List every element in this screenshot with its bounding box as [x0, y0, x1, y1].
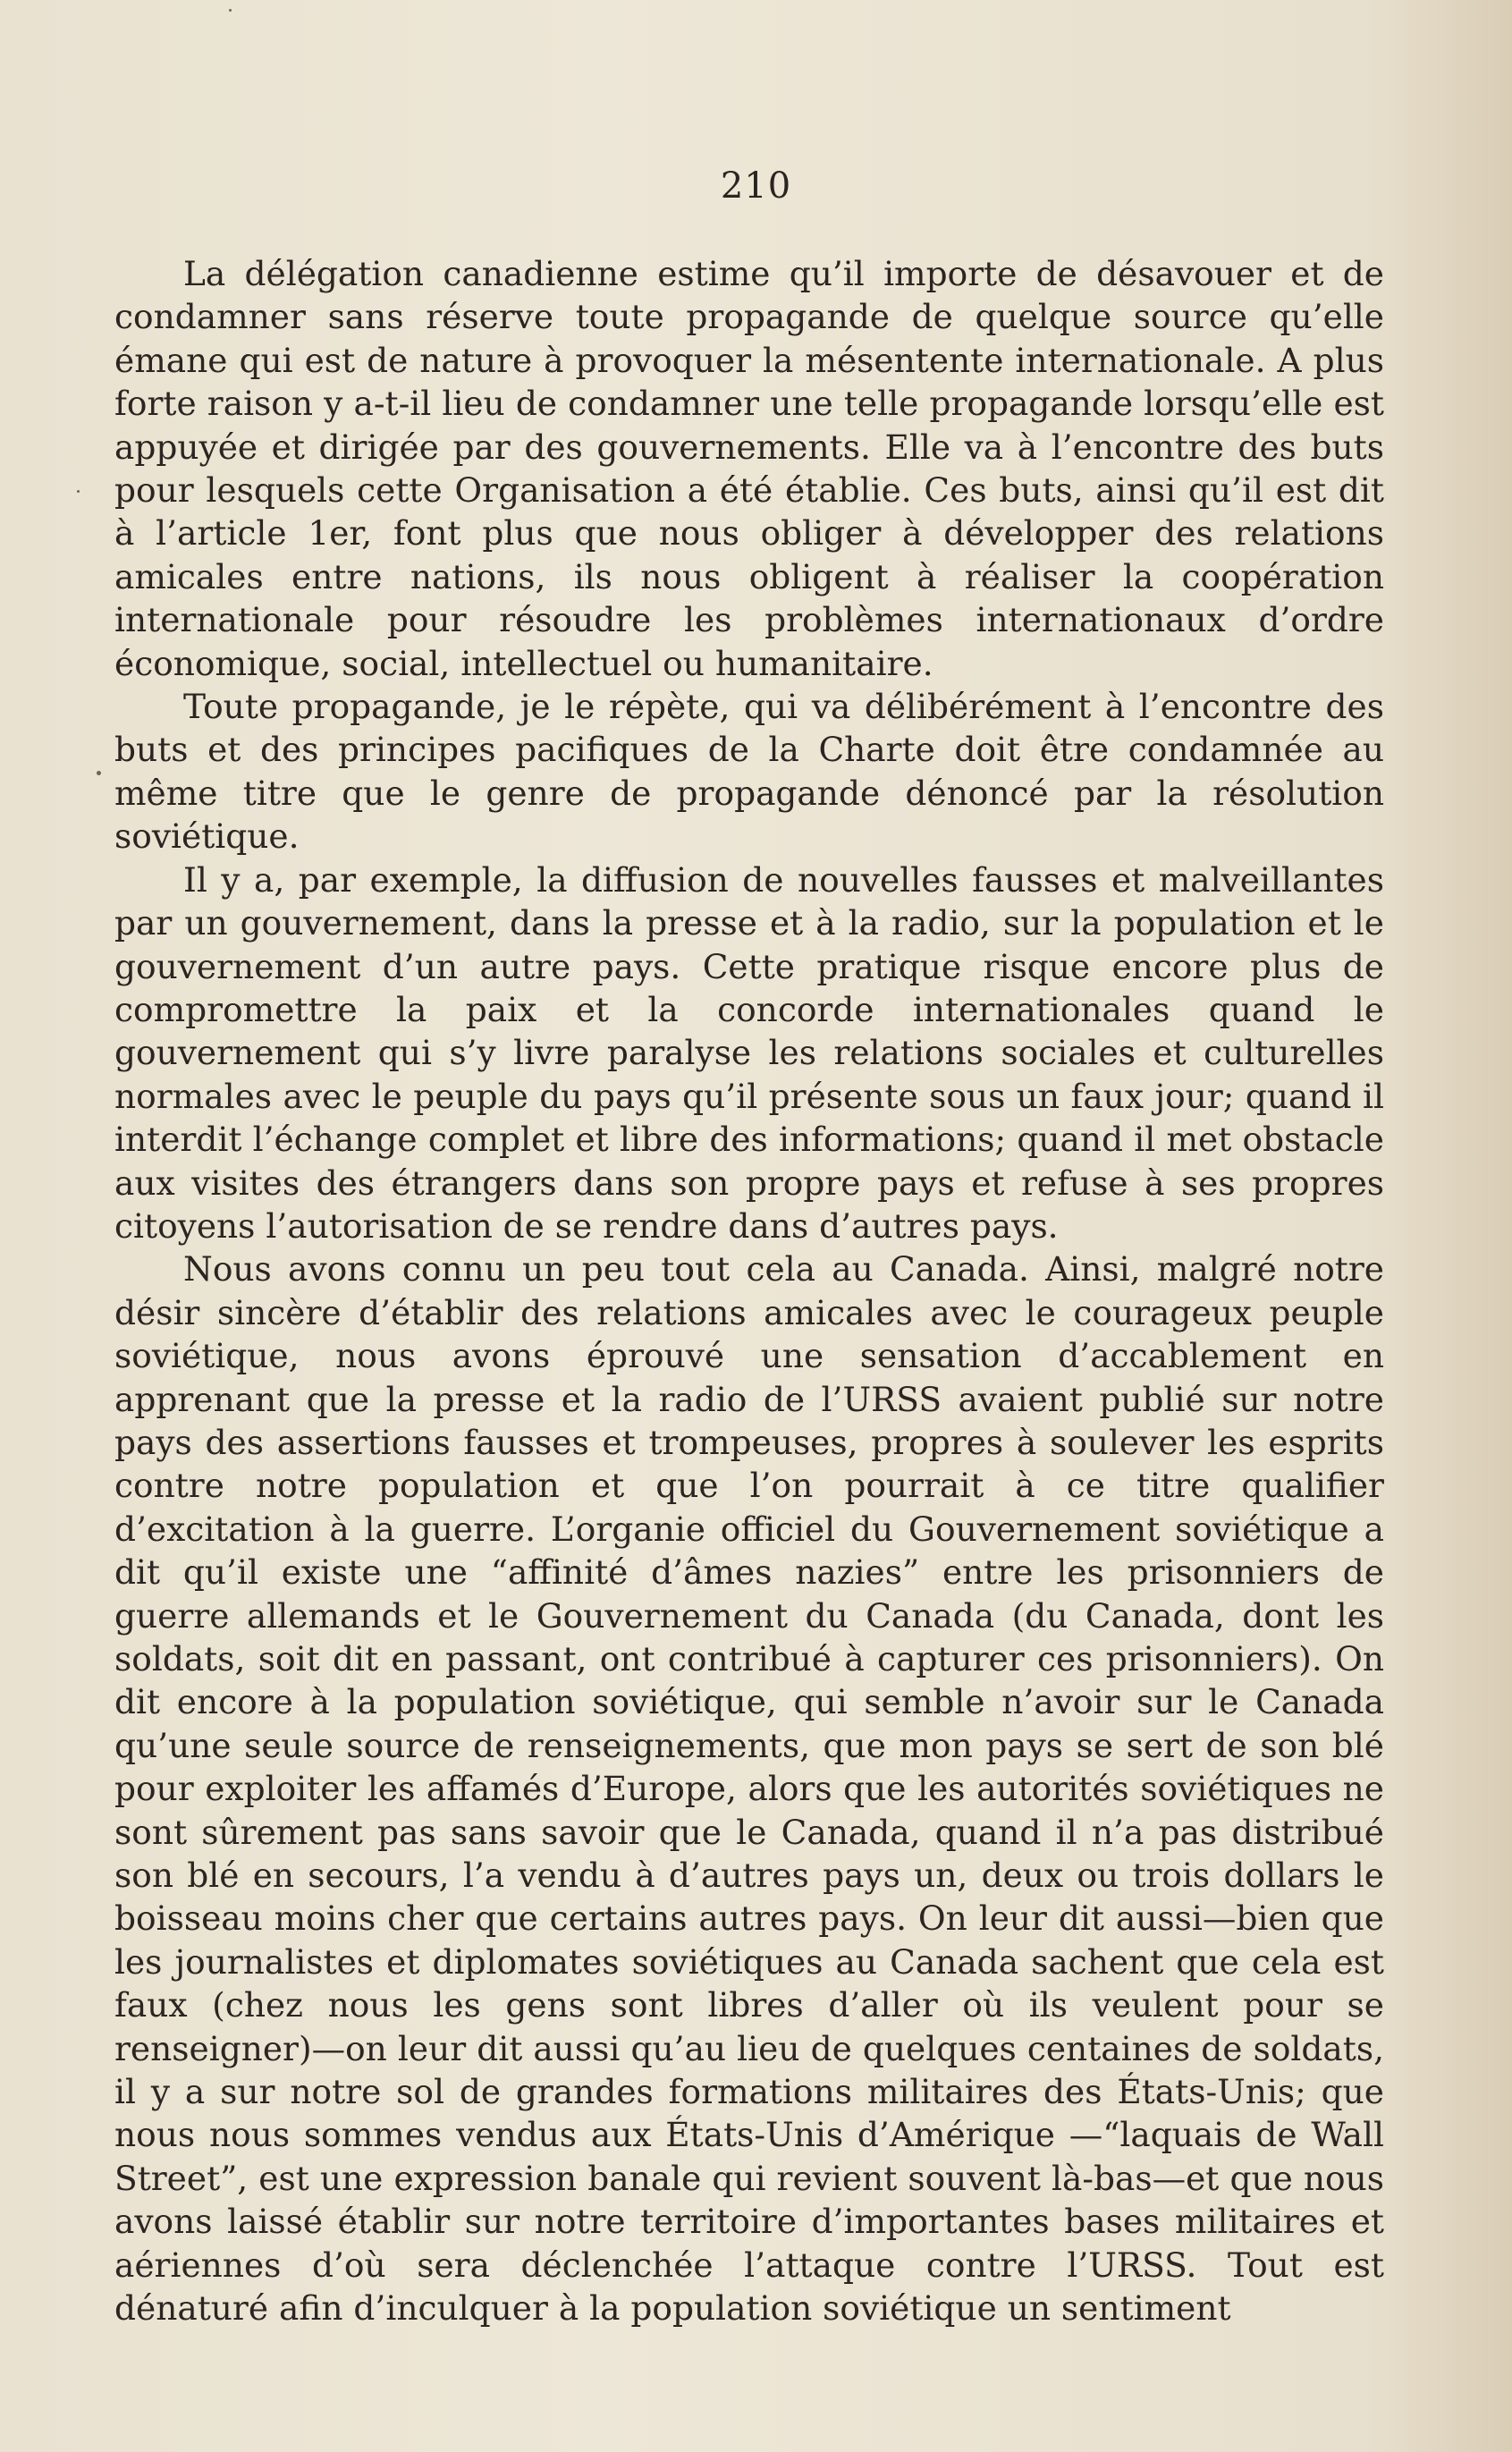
- paper-speck: [97, 771, 101, 775]
- paper-speck: [229, 9, 232, 12]
- paragraph-3: Il y a, par exemple, la diffusion de nouvelles fausses et malveillantes par un gouvernement, dans la presse et à la radio, sur la population et le gouvernement d’un autre pays. Cette pratique risque encore plus de compromettre la paix et la concorde internationales quand le gouvernement qui s’y livre paralyse les relations sociales et culturelles normales avec le peuple du pays qu’il présente sous un faux jour; quand il interdit l’échange complet et libre des informations; quand il met obstacle aux visites des étrangers dans son propre pays et refuse à ses propres citoyens l’autorisation de se rendre dans d’autres pays.: [114, 859, 1384, 1246]
- paragraph-4: Nous avons connu un peu tout cela au Canada. Ainsi, malgré notre désir sincère d’établir des relations amicales avec le courageux peuple soviétique, nous avons éprouvé une sensation d’accablement en apprenant que la presse et la radio de l’URSS avaient publié sur notre pays des assertions fausses et trompeuses, propres à soulever les esprits contre notre population et que l’on pourrait à ce titre qualifier d’excitation à la guerre. L’organie officiel du Gouvernement soviétique a dit qu’il existe une “affinité d’âmes nazies” entre les prisonniers de guerre allemands et le Gouvernement du Canada (du Canada, dont les soldats, soit dit en passant, ont contribué à capturer ces prisonniers). On dit encore à la population soviétique, qui semble n’avoir sur le Canada qu’une seule source de renseignements, que mon pays se sert de son blé pour exploiter les affamés d’Europe, alors que les autorités soviétiques ne sont sûrement pas sans savoir que le Canada, quand il n’a pas distribué son blé en secours, l’a vendu à d’autres pays un, deux ou trois dollars le boisseau moins cher que certains autres pays. On leur dit aussi—bien que les journalistes et diplomates soviétiques au Canada sachent que cela est faux (chez nous les gens sont libres d’aller où ils veulent pour se renseigner)—on leur dit aussi qu’au lieu de quelques centaines de soldats, il y a sur notre sol de grandes formations militaires des États-Unis; que nous nous sommes vendus aux États-Unis d’Amérique —“laquais de Wall Street”, est une expression banale qui revient souvent là-bas—et que nous avons laissé établir sur notre territoire d’importantes bases militaires et aériennes d’où sera déclenchée l’attaque contre l’URSS. Tout est dénaturé afin d’inculquer à la population soviétique un sentiment: [114, 1249, 1384, 2329]
- paper-speck: [77, 490, 80, 493]
- paragraph-1: La délégation canadienne estime qu’il importe de désavouer et de condamner sans réserve toute propagande de quelque source qu’elle émane qui est de nature à provoquer la mésentente internationale. A plus forte raison y a-t-il lieu de condamner une telle propagande lorsqu’elle est appuyée et dirigée par des gouvernements. Elle va à l’encontre des buts pour lesquels cette Organisation a été établie. Ces buts, ainsi qu’il est dit à l’article 1er, font plus que nous obliger à développer des relations amicales entre nations, ils nous obligent à réaliser la coopération internationale pour résoudre les problèmes internationaux d’ordre économique, social, intellectuel ou humanitaire.: [114, 254, 1384, 683]
- body-text: [114, 252, 1384, 2330]
- paragraph-2: Toute propagande, je le répète, qui va délibérément à l’encontre des buts et des principes pacifiques de la Charte doit être condamnée au même titre que le genre de propagande dénoncé par la résolution soviétique.: [114, 687, 1384, 857]
- page-number: 210: [720, 165, 792, 207]
